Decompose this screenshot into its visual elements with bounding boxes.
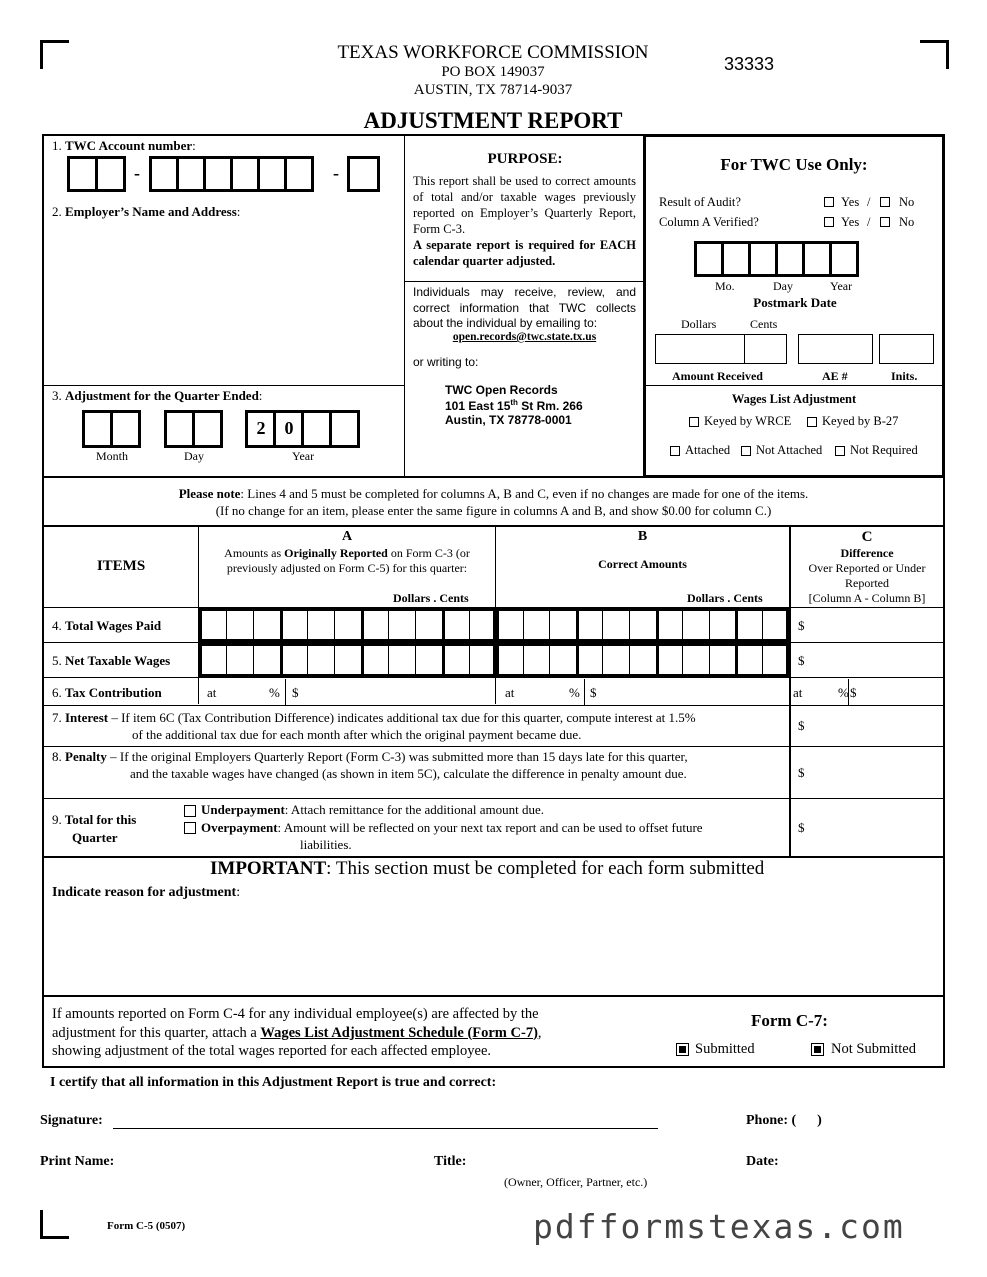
amount-digit-box[interactable]	[253, 643, 280, 677]
form-id: Form C-5 (0507)	[107, 1220, 186, 1232]
purpose-title: PURPOSE:	[487, 151, 563, 167]
overpayment-text: Overpayment: Amount will be reflected on your next tax report and can be used to offset future liabilities.	[201, 820, 703, 852]
account-number-label: 1. TWC Account number:	[52, 138, 196, 153]
row4-col-c-dollar: $	[798, 618, 805, 633]
amount-digit-box[interactable]	[442, 643, 469, 677]
audit-no-checkbox[interactable]	[880, 197, 890, 207]
watermark: pdfformstexas.com	[533, 1207, 905, 1246]
row6-col-c-at: at	[793, 685, 803, 700]
attached-checkbox[interactable]	[670, 446, 680, 456]
row5-col-c-dollar: $	[798, 653, 805, 668]
year-digit-0: 0	[284, 418, 294, 438]
amount-digit-box[interactable]	[226, 643, 253, 677]
form-code: 33333	[724, 54, 775, 74]
row6-col-a-sep	[285, 679, 286, 705]
month-label: Month	[96, 449, 129, 463]
verified-yes-checkbox[interactable]	[824, 217, 834, 227]
row6-col-b-dollar: $	[590, 685, 597, 700]
amount-dollars-field[interactable]	[655, 334, 745, 364]
day-label: Day	[184, 449, 204, 463]
row8-penalty-field[interactable]	[810, 752, 940, 794]
verified-no-checkbox[interactable]	[880, 217, 890, 227]
important-heading: IMPORTANT: This section must be completed for each form submitted	[210, 858, 765, 879]
amount-digit-box[interactable]	[602, 608, 629, 642]
row4-col-b-digits[interactable]	[496, 608, 789, 642]
amount-digit-box[interactable]	[709, 643, 736, 677]
account-digit-box[interactable]	[95, 156, 126, 192]
row6-col-c-pct: %	[838, 685, 849, 700]
row6-col-c-sep	[848, 679, 849, 705]
keyed-wrce-checkbox[interactable]	[689, 417, 699, 427]
print-name-label: Print Name:	[40, 1154, 115, 1169]
amount-digit-box[interactable]	[735, 643, 762, 677]
postmark-digit-box[interactable]	[802, 241, 832, 277]
wages-list-adjustment-label: Wages List Adjustment	[731, 392, 857, 406]
postmark-digit-box[interactable]	[829, 241, 859, 277]
underpayment-text: Underpayment: Attach remittance for the additional amount due.	[201, 802, 544, 817]
audit-yes-checkbox[interactable]	[824, 197, 834, 207]
amount-digit-box[interactable]	[735, 608, 762, 642]
amount-digit-box[interactable]	[602, 643, 629, 677]
row8-col-c-dollar: $	[798, 765, 805, 780]
account-digit-box[interactable]	[347, 156, 380, 192]
table-row8-bottom	[43, 798, 944, 799]
amount-digit-box[interactable]	[307, 608, 334, 642]
account-dash-1: -	[134, 163, 140, 183]
audit-result-label: Result of Audit?	[659, 195, 741, 209]
postmark-digit-box[interactable]	[748, 241, 778, 277]
amount-digit-box[interactable]	[762, 643, 789, 677]
amount-digit-box[interactable]	[762, 608, 789, 642]
divider-purpose-privacy	[405, 281, 645, 282]
agency-address-line1: PO BOX 149037	[441, 64, 545, 80]
col-b-header: B	[637, 529, 648, 544]
amount-digit-box[interactable]	[199, 643, 226, 677]
postmark-digit-box[interactable]	[775, 241, 805, 277]
amount-digit-box[interactable]	[280, 608, 307, 642]
agency-address-line2: AUSTIN, TX 78714-9037	[413, 82, 573, 98]
row5-col-b-digits[interactable]	[496, 643, 789, 677]
records-address-line3: Austin, TX 78778-0001	[445, 413, 572, 427]
keyed-b27-label: Keyed by B-27	[822, 414, 899, 428]
c4-text: If amounts reported on Form C-4 for any individual employee(s) are affected by the adjustment for this quarter, attach a Wages List Adjustment Schedule (Form C-7), showing adjustment of the total wages reported for each affected employee.	[52, 1006, 542, 1059]
amount-digit-box[interactable]	[496, 643, 523, 677]
divider-left-purpose	[404, 135, 405, 477]
amount-digit-box[interactable]	[334, 608, 361, 642]
not-submitted-checkbox[interactable]	[811, 1043, 824, 1056]
row6-col-a-at: at	[207, 685, 217, 700]
amount-digit-box[interactable]	[469, 643, 496, 677]
twc-divider	[646, 385, 942, 386]
agency-name: TEXAS WORKFORCE COMMISSION	[337, 42, 649, 63]
row6-col-a-amount-field[interactable]	[302, 680, 492, 704]
row7-interest-text: 7. Interest – If item 6C (Tax Contribution Difference) indicates additional tax due for this quarter, compute interest at 1.5% of the additional tax due for each month after which the original payment became due.	[52, 710, 696, 742]
privacy-email-link[interactable]: open.records@twc.state.tx.us	[452, 331, 597, 343]
row6-col-a-rate-field[interactable]	[222, 680, 267, 704]
quarter-date-digit-box[interactable]	[329, 410, 360, 448]
amount-digit-box[interactable]	[549, 643, 576, 677]
note-line1: Please note: Lines 4 and 5 must be completed for columns A, B and C, even if no changes are made for one of the items.	[178, 486, 809, 501]
quarter-date-digit-box[interactable]	[301, 410, 332, 448]
quarter-date-digit-box[interactable]	[110, 410, 141, 448]
col-a-dollars-cents: Dollars . Cents	[393, 591, 469, 605]
table-row7-bottom	[43, 746, 944, 747]
account-digit-box[interactable]	[230, 156, 260, 192]
note-line2: (If no change for an item, please enter the same figure in columns A and B, and show $0.00 for column C.)	[215, 503, 772, 518]
amount-digit-box[interactable]	[280, 643, 307, 677]
keyed-b27-checkbox[interactable]	[807, 417, 817, 427]
records-address-line1: TWC Open Records	[445, 383, 558, 397]
amount-digit-box[interactable]	[709, 608, 736, 642]
reason-label: Indicate reason for adjustment:	[52, 885, 241, 900]
row6-col-b-amount-field[interactable]	[600, 680, 786, 704]
account-digit-box[interactable]	[284, 156, 314, 192]
quarter-date-digit-box[interactable]	[164, 410, 195, 448]
year-label: Year	[292, 449, 315, 463]
ae-number-label: AE #	[822, 369, 848, 383]
postmark-digit-box[interactable]	[694, 241, 724, 277]
page-title: ADJUSTMENT REPORT	[363, 108, 623, 133]
divider-left-quarter	[43, 385, 404, 386]
col-b-dollars-cents: Dollars . Cents	[687, 591, 763, 605]
phone-label: Phone: ( )	[746, 1113, 822, 1128]
employer-name-address-field[interactable]	[52, 222, 397, 380]
row5-col-a-digits[interactable]	[199, 643, 495, 677]
postmark-date-boxes[interactable]	[694, 241, 874, 277]
col-a-header: A	[341, 529, 353, 544]
amount-digit-box[interactable]	[388, 608, 415, 642]
form-c7-label: Form C-7:	[751, 1011, 828, 1030]
row8-penalty-text: 8. Penalty – If the original Employers Quarterly Report (Form C-3) was submitted more than 15 days late for this quarter, and the taxable wages have changed (as shown in item 5C), calculate the difference in penalty amount due.	[52, 749, 688, 781]
amount-dollars-label: Dollars	[681, 317, 717, 331]
amount-cents-label: Cents	[750, 317, 778, 331]
year-digit-2: 2	[256, 418, 266, 438]
twc-use-only-title: For TWC Use Only:	[720, 155, 868, 174]
amount-digit-box[interactable]	[576, 643, 603, 677]
row9-total-field[interactable]	[810, 803, 940, 853]
submitted-label: Submitted	[695, 1041, 755, 1057]
amount-digit-box[interactable]	[253, 608, 280, 642]
certify-statement: I certify that all information in this Adjustment Report is true and correct:	[50, 1075, 497, 1090]
account-digit-box[interactable]	[67, 156, 98, 192]
amount-digit-box[interactable]	[388, 643, 415, 677]
submitted-checkbox[interactable]	[676, 1043, 689, 1056]
row6-col-b-at: at	[505, 685, 515, 700]
verified-slash: /	[867, 215, 871, 229]
items-header: ITEMS	[96, 558, 146, 574]
row9-label: 9. Total for this Quarter	[52, 812, 137, 845]
signature-line[interactable]	[113, 1128, 658, 1129]
amount-received-label: Amount Received	[672, 369, 763, 383]
amount-digit-box[interactable]	[682, 608, 709, 642]
account-digit-box[interactable]	[176, 156, 206, 192]
column-a-verified-label: Column A Verified?	[659, 215, 759, 229]
col-b-description: Correct Amounts	[598, 557, 687, 571]
keyed-wrce-label: Keyed by WRCE	[704, 414, 792, 428]
row9-col-c-dollar: $	[798, 820, 805, 835]
row6-col-b-rate-field[interactable]	[520, 680, 565, 704]
not-required-label: Not Required	[850, 443, 918, 457]
amount-digit-box[interactable]	[523, 608, 550, 642]
account-digit-box[interactable]	[149, 156, 179, 192]
audit-slash: /	[867, 195, 871, 209]
row7-interest-field[interactable]	[810, 710, 940, 742]
row4-col-a-digits[interactable]	[199, 608, 495, 642]
quarter-ended-label: 3. Adjustment for the Quarter Ended:	[52, 388, 263, 403]
date-label: Date:	[746, 1154, 779, 1169]
signature-label: Signature:	[40, 1113, 103, 1128]
amount-digit-box[interactable]	[469, 608, 496, 642]
row4-label: 4. Total Wages Paid	[52, 618, 162, 633]
row6-col-a-pct: %	[269, 685, 280, 700]
postmark-mo-label: Mo.	[715, 279, 735, 293]
reason-field[interactable]	[52, 905, 937, 993]
account-digit-box[interactable]	[203, 156, 233, 192]
overpayment-checkbox[interactable]	[184, 822, 196, 834]
amount-digit-box[interactable]	[523, 643, 550, 677]
row6-col-a-dollar: $	[292, 685, 299, 700]
inits-field[interactable]	[879, 334, 934, 364]
amount-digit-box[interactable]	[656, 608, 683, 642]
amount-cents-field[interactable]	[744, 334, 787, 364]
row6-col-c-dollar: $	[850, 685, 857, 700]
privacy-text: Individuals may receive, review, and correct information that TWC collects about the individual by emailing to:	[413, 285, 636, 330]
row7-col-c-dollar: $	[798, 718, 805, 733]
not-attached-label: Not Attached	[756, 443, 823, 457]
amount-digit-box[interactable]	[682, 643, 709, 677]
amount-digit-box[interactable]	[629, 643, 656, 677]
row6-col-c-amount-field[interactable]	[860, 680, 942, 704]
purpose-text: This report shall be used to correct amounts of total and/or taxable wages previously reported on Employer’s Quarterly Report, Form C-3.	[413, 174, 636, 236]
corner-mark-top-right	[920, 40, 949, 69]
amount-digit-box[interactable]	[307, 643, 334, 677]
amount-digit-box[interactable]	[576, 608, 603, 642]
date-field[interactable]	[790, 1150, 940, 1172]
amount-digit-box[interactable]	[656, 643, 683, 677]
account-dash-2: -	[333, 163, 339, 183]
amount-digit-box[interactable]	[334, 643, 361, 677]
col-c-header: C	[861, 529, 873, 545]
ae-number-field[interactable]	[798, 334, 873, 364]
audit-no-label: No	[899, 195, 915, 209]
row6-label: 6. Tax Contribution	[52, 685, 162, 700]
table-row6-bottom	[43, 705, 944, 706]
quarter-date-digit-box[interactable]	[82, 410, 113, 448]
row6-col-b-pct: %	[569, 685, 580, 700]
purpose-requirement: A separate report is required for EACH calendar quarter adjusted.	[413, 238, 636, 268]
audit-yes-label: Yes	[841, 195, 860, 209]
records-address-line2: 101 East 15th St Rm. 266	[445, 398, 583, 413]
not-required-checkbox[interactable]	[835, 446, 845, 456]
amount-digit-box[interactable]	[496, 608, 523, 642]
corner-mark-bottom-left	[40, 1210, 69, 1239]
attached-label: Attached	[685, 443, 731, 457]
print-name-field[interactable]	[130, 1150, 420, 1172]
amount-digit-box[interactable]	[442, 608, 469, 642]
col-c-description: Difference Over Reported or Under Reported [Column A - Column B]	[808, 546, 926, 605]
title-field[interactable]	[476, 1150, 726, 1172]
title-label: Title:	[434, 1154, 467, 1169]
row5-label: 5. Net Taxable Wages	[52, 653, 171, 668]
not-attached-checkbox[interactable]	[741, 446, 751, 456]
account-digit-box[interactable]	[257, 156, 287, 192]
verified-yes-label: Yes	[841, 215, 860, 229]
postmark-digit-box[interactable]	[721, 241, 751, 277]
amount-digit-box[interactable]	[361, 643, 388, 677]
amount-digit-box[interactable]	[629, 608, 656, 642]
table-row5-bottom	[43, 677, 944, 678]
title-hint: (Owner, Officer, Partner, etc.)	[504, 1175, 648, 1189]
col-a-description: Amounts as Originally Reported on Form C-3 (or previously adjusted on Form C-5) for this quarter:	[224, 546, 470, 575]
quarter-date-digit-box[interactable]	[192, 410, 223, 448]
inits-label: Inits.	[891, 369, 918, 383]
row6-col-b-sep	[584, 679, 585, 705]
postmark-day-label: Day	[773, 279, 793, 293]
postmark-date-label: Postmark Date	[753, 295, 837, 310]
amount-digit-box[interactable]	[199, 608, 226, 642]
postmark-year-label: Year	[830, 279, 853, 293]
employer-name-label: 2. Employer’s Name and Address:	[52, 204, 241, 219]
or-writing-text: or writing to:	[413, 355, 479, 369]
quarter-ended-boxes[interactable]	[82, 410, 366, 448]
amount-digit-box[interactable]	[361, 608, 388, 642]
amount-digit-box[interactable]	[415, 608, 442, 642]
amount-digit-box[interactable]	[415, 643, 442, 677]
amount-digit-box[interactable]	[549, 608, 576, 642]
not-submitted-label: Not Submitted	[831, 1041, 916, 1057]
verified-no-label: No	[899, 215, 915, 229]
corner-mark-top-left	[40, 40, 69, 69]
amount-digit-box[interactable]	[226, 608, 253, 642]
underpayment-checkbox[interactable]	[184, 805, 196, 817]
